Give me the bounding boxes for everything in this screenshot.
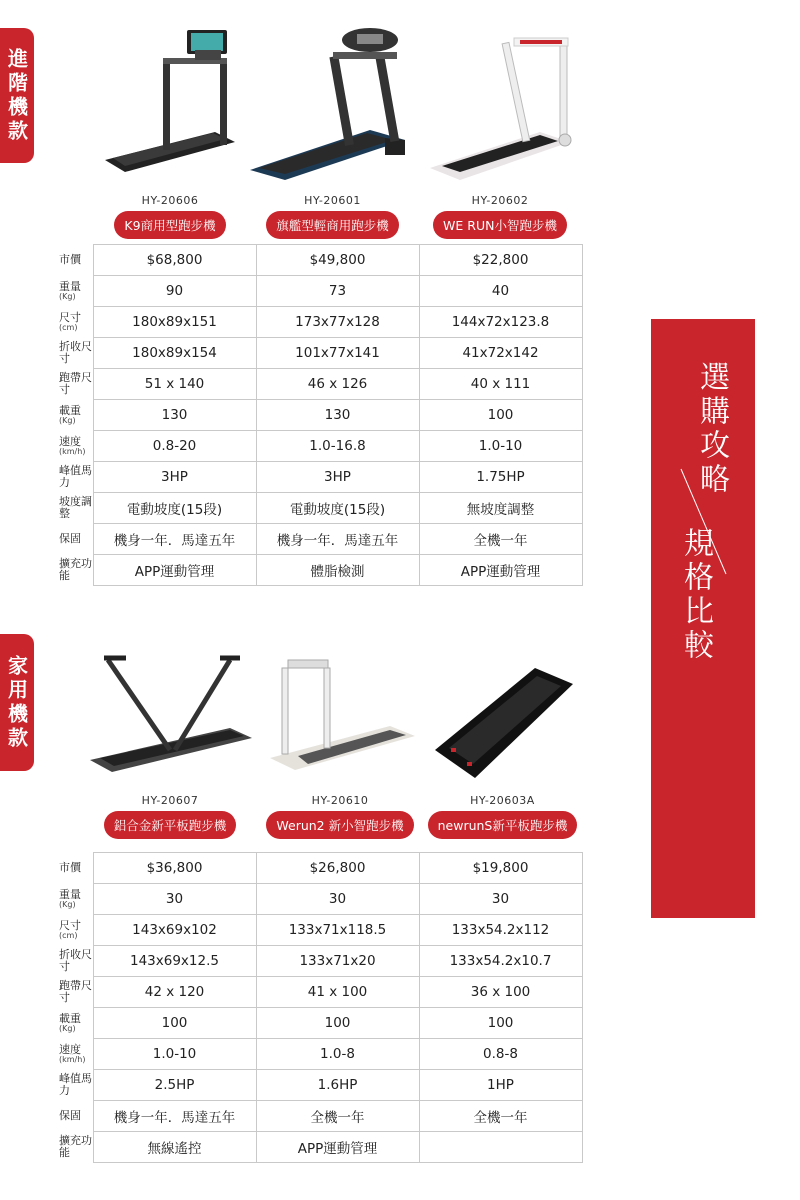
product-name-pill[interactable]: K9商用型跑步機 (114, 211, 225, 239)
treadmill-k9-image (95, 20, 245, 190)
table-cell: 101x77x141 (256, 338, 419, 369)
table-cell: $49,800 (256, 245, 419, 276)
table-cell: 1.0-16.8 (256, 431, 419, 462)
table-row (57, 946, 582, 977)
product-model: HY-20602 (471, 194, 529, 207)
table-cell: 42 x 120 (93, 977, 256, 1008)
table-row (57, 462, 582, 493)
table-row (57, 1008, 582, 1039)
table-cell: 30 (93, 884, 256, 915)
table-cell: 1.0-10 (93, 1039, 256, 1070)
table-cell: APP運動管理 (93, 555, 256, 586)
treadmill-aluminium-image (80, 640, 260, 790)
row-label: 折收尺寸 (59, 948, 92, 973)
spec-table-advanced (57, 244, 583, 586)
table-cell: 1.0-8 (256, 1039, 419, 1070)
row-label: 峰值馬力 (59, 464, 92, 489)
table-cell: $19,800 (419, 853, 582, 884)
table-cell: 無線遙控 (93, 1132, 256, 1163)
product-name-pill[interactable]: 旗艦型輕商用跑步機 (266, 211, 399, 239)
table-cell: 全機一年 (419, 524, 582, 555)
table-cell: 1.6HP (256, 1070, 419, 1101)
row-label: 折收尺寸 (59, 340, 92, 365)
table-row (57, 245, 582, 276)
treadmill-flagship-image (245, 20, 420, 190)
table-cell: $36,800 (93, 853, 256, 884)
table-cell: 46 x 126 (256, 369, 419, 400)
table-cell: 36 x 100 (419, 977, 582, 1008)
row-label: 尺寸 (cm) (59, 311, 81, 332)
table-row (57, 1132, 582, 1163)
table-cell: 143x69x12.5 (93, 946, 256, 977)
table-cell: 體脂檢測 (256, 555, 419, 586)
product-model: HY-20603A (470, 794, 535, 807)
table-cell: 機身一年．馬達五年 (256, 524, 419, 555)
tab-advanced-models[interactable]: 進階機款 (0, 28, 34, 163)
product-model: HY-20606 (141, 194, 199, 207)
table-cell: 30 (419, 884, 582, 915)
table-row (57, 338, 582, 369)
row-label: 跑帶尺寸 (59, 979, 92, 1004)
table-row (57, 276, 582, 307)
product-card-hy20603a[interactable] (425, 640, 580, 839)
row-label: 重量 (Kg) (59, 888, 81, 909)
table-row (57, 977, 582, 1008)
table-row (57, 369, 582, 400)
table-cell: 100 (256, 1008, 419, 1039)
table-cell: APP運動管理 (419, 555, 582, 586)
product-model: HY-20601 (304, 194, 361, 207)
treadmill-werun-image (420, 20, 580, 190)
product-model: HY-20610 (311, 794, 369, 807)
table-row (57, 307, 582, 338)
table-cell: 90 (93, 276, 256, 307)
spec-table-home (57, 852, 583, 1163)
product-card-hy20607[interactable] (80, 640, 260, 839)
table-row (57, 1070, 582, 1101)
table-cell: $26,800 (256, 853, 419, 884)
product-model: HY-20607 (141, 794, 199, 807)
table-row (57, 884, 582, 915)
product-name-pill[interactable]: newrunS新平板跑步機 (428, 811, 578, 839)
table-cell: 40 x 111 (419, 369, 582, 400)
table-cell: 51 x 140 (93, 369, 256, 400)
table-cell: 100 (419, 400, 582, 431)
tab-home-models[interactable]: 家用機款 (0, 634, 34, 771)
table-row (57, 1039, 582, 1070)
row-label: 市價 (59, 861, 81, 875)
table-cell: 全機一年 (419, 1101, 582, 1132)
row-label: 載重 (Kg) (59, 404, 81, 425)
table-cell: 100 (93, 1008, 256, 1039)
guide-title-spec-comparison: 規格比較 (678, 527, 713, 663)
table-cell: 1.0-10 (419, 431, 582, 462)
row-label: 尺寸 (cm) (59, 919, 81, 940)
table-cell: $22,800 (419, 245, 582, 276)
table-cell: 144x72x123.8 (419, 307, 582, 338)
treadmill-werun2-image (260, 640, 420, 790)
product-name-pill[interactable]: 鋁合金新平板跑步機 (104, 811, 237, 839)
row-label: 跑帶尺寸 (59, 371, 92, 396)
table-cell: 1.75HP (419, 462, 582, 493)
row-label: 市價 (59, 253, 81, 267)
row-label: 載重 (Kg) (59, 1012, 81, 1033)
row-label: 保固 (59, 532, 81, 546)
row-label: 保固 (59, 1109, 81, 1123)
table-cell: 180x89x154 (93, 338, 256, 369)
spec-comparison-guide-panel (651, 319, 755, 918)
table-cell: 41x72x142 (419, 338, 582, 369)
row-label: 速度 (km/h) (59, 435, 86, 456)
table-cell: $68,800 (93, 245, 256, 276)
table-cell: APP運動管理 (256, 1132, 419, 1163)
table-cell: 133x71x118.5 (256, 915, 419, 946)
product-card-hy20610[interactable] (260, 640, 420, 839)
table-row (57, 400, 582, 431)
table-row (57, 1101, 582, 1132)
table-cell: 100 (419, 1008, 582, 1039)
table-cell: 機身一年．馬達五年 (93, 524, 256, 555)
table-cell: 133x54.2x112 (419, 915, 582, 946)
product-card-hy20602[interactable] (420, 20, 580, 239)
row-label: 擴充功能 (59, 557, 92, 582)
product-name-pill[interactable]: WE RUN小智跑步機 (433, 211, 567, 239)
row-label: 速度 (km/h) (59, 1043, 86, 1064)
table-row (57, 493, 582, 524)
table-cell: 全機一年 (256, 1101, 419, 1132)
table-cell: 173x77x128 (256, 307, 419, 338)
table-cell: 機身一年．馬達五年 (93, 1101, 256, 1132)
table-cell: 3HP (93, 462, 256, 493)
table-cell: 40 (419, 276, 582, 307)
table-cell: 180x89x151 (93, 307, 256, 338)
table-row (57, 524, 582, 555)
table-cell: 133x54.2x10.7 (419, 946, 582, 977)
table-cell: 1HP (419, 1070, 582, 1101)
table-cell: 143x69x102 (93, 915, 256, 946)
product-card-hy20601[interactable] (245, 20, 420, 239)
table-cell: 電動坡度(15段) (93, 493, 256, 524)
table-cell: 0.8-20 (93, 431, 256, 462)
table-cell: 電動坡度(15段) (256, 493, 419, 524)
table-cell: 2.5HP (93, 1070, 256, 1101)
table-cell: 130 (256, 400, 419, 431)
table-cell: 73 (256, 276, 419, 307)
product-name-pill[interactable]: Werun2 新小智跑步機 (266, 811, 413, 839)
table-cell: 0.8-8 (419, 1039, 582, 1070)
table-cell: 無坡度調整 (419, 493, 582, 524)
row-label: 重量 (Kg) (59, 280, 81, 301)
table-row (57, 915, 582, 946)
table-cell: 30 (256, 884, 419, 915)
table-cell: 41 x 100 (256, 977, 419, 1008)
table-row (57, 431, 582, 462)
table-row (57, 853, 582, 884)
guide-title-buying-tips: 選購攻略 (694, 361, 729, 497)
row-label: 擴充功能 (59, 1134, 92, 1159)
table-cell (419, 1132, 582, 1163)
table-cell: 130 (93, 400, 256, 431)
row-label: 峰值馬力 (59, 1072, 92, 1097)
treadmill-newruns-image (425, 640, 580, 790)
table-row (57, 555, 582, 586)
table-cell: 133x71x20 (256, 946, 419, 977)
table-cell: 3HP (256, 462, 419, 493)
product-card-hy20606[interactable] (95, 20, 245, 239)
row-label: 坡度調整 (59, 495, 92, 520)
